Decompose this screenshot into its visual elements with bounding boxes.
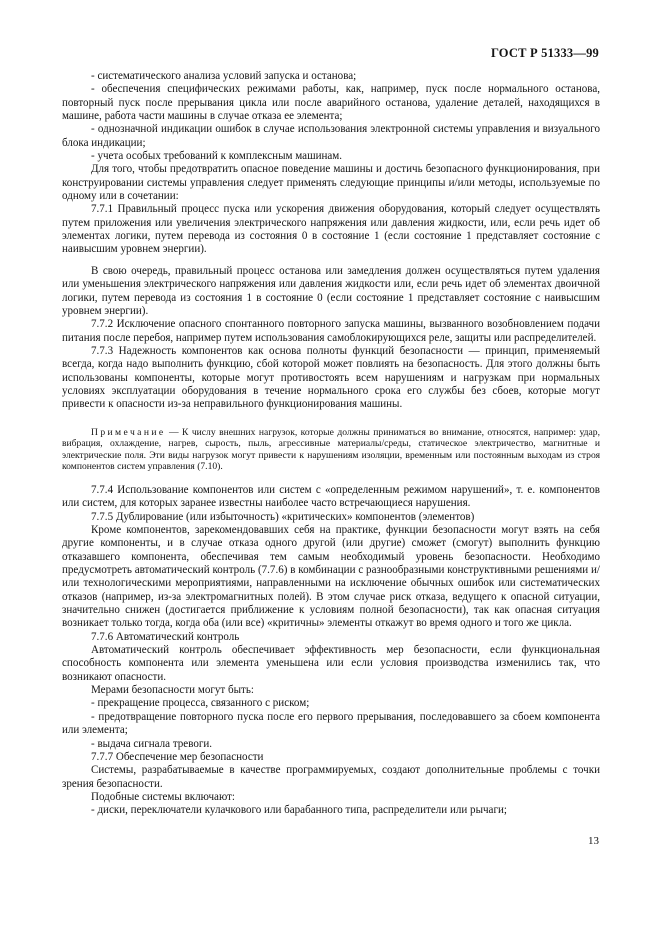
list-item: - систематического анализа условий запуска и останова; (91, 70, 357, 82)
paragraph: Кроме компонентов, зарекомендовавших себя на практике, функции безопасности могут взять на себя другие компоненты, и в случае отказа одного другой (или другие) сможет (смогут) выполнить функцию отказавшего компонента, обеспечивая тем самым необходимый уровень безопасности. Необходимо предусмотреть автоматический контроль (7.7.6) в комбинации с разнообразными конструктивными решениями и/или технологическими мероприятиями, направленными на исключение обычных ошибок или систематических отказов (например, из-за электромагнитных полей). В этом случае риск отказа, ведущего к опасной ситуации, значительно снижен (достигается приближение к условиям полной безопасности), так как опасная ситуация возникает только тогда, когда оба (или все) «критичны» элементы откажут во время одного и того же цикла. (62, 524, 600, 630)
note-label: Примечание (91, 426, 166, 438)
paragraph: Подобные системы включают: (91, 790, 235, 803)
paragraph-7-7-2: 7.7.2 Исключение опасного спонтанного повторного запуска машины, вызванного возобновлением подачи питания после перебоя, например путем использования самоблокирующихся реле, защиты или распределителей. (62, 318, 600, 344)
page-body (62, 70, 600, 818)
section-heading-7-7-7: 7.7.7 Обеспечение мер безопасности (91, 750, 264, 763)
paragraph-7-7-1: 7.7.1 Правильный процесс пуска или ускорения движения оборудования, который следует осуществлять путем приложения или увеличения электрического напряжения или давления жидкости, или, если речь идет об элементах логики, путем перевода из состояния 0 в состояние 1 (если состояние 1 представляет состояние с наивысшим уровнем энергии). (62, 203, 600, 256)
section-heading-7-7-5: 7.7.5 Дублирование (или избыточность) «критических» компонентов (элементов) (91, 510, 475, 523)
list-item: - учета особых требований к комплексным машинам. (91, 150, 343, 163)
paragraph: Автоматический контроль обеспечивает эффективность мер безопасности, если функциональная способность компонента или элемента уменьшена или если условия производства изменились так, что возникают опасности. (62, 644, 600, 683)
list-item: - обеспечения специфических режимами работы, как, например, пуск после нормального останова, повторный пуск после прерывания цикла или после аварийного останова, удаление деталей, находящихся в машине, работа части машины в случае отказа ее элемента; (62, 83, 600, 123)
paragraph-7-7-4: 7.7.4 Использование компонентов или систем с «определенным режимом нарушений», т. е. компонентов или систем, для которых заранее известны наиболее часто встречающиеся нарушения. (62, 483, 600, 510)
paragraph: Системы, разрабатываемые в качестве программируемых, создают дополнительные проблемы с точки зрения безопасности. (62, 764, 600, 790)
list-item: - предотвращение повторного пуска после его первого прерывания, последовавшего за сбоем компонента или элемента; (62, 710, 600, 737)
paragraph: В свою очередь, правильный процесс останова или замедления должен осуществляться путем удаления или уменьшения электрического напряжения или давления жидкости или, если речь идет об элементах двоичной логики, путем перевода из состояния 1 в состояние 0 (если состояние 1 представляет состояние с наивысшим уровнем энергии). (62, 264, 600, 317)
list-item: - диски, переключатели кулачкового или барабанного типа, распределители или рычаги; (91, 804, 507, 817)
page-number: 13 (588, 835, 599, 847)
paragraph: Мерами безопасности могут быть: (91, 684, 254, 697)
list-item: - прекращение процесса, связанного с риском; (91, 697, 310, 710)
paragraph: Для того, чтобы предотвратить опасное поведение машины и достичь безопасного функционирования, при конструировании системы управления следует применять следующие принципы и/или методы, используемые по одному или в сочетании: (62, 163, 600, 203)
paragraph-7-7-3: 7.7.3 Надежность компонентов как основа полноты функций безопасности — принцип, применяемый всегда, когда надо выполнить функцию, сбой которой может повлиять на безопасность. Для этого должны быть использованы компоненты, которые могут противостоять всем нарушениям и нагрузкам при нормальных условиях эксплуатации оборудования в течение нормального срока его службы без сбоев, которые могут привести к опасности из-за неправильного функционирования машины. (62, 344, 600, 411)
note-text: — К числу внешних нагрузок, которые должны приниматься во внимание, относятся, например: удар, вибрация, охлаждение, нагрев, сырость, пыль, агрессивные материалы/среды, статическое электричество, магнитные и электрические поля. Эти виды нагрузок могут привести к нарушениям изоляции, временным или постоянным выходам из строя компонентов систем управления (7.10). (62, 426, 600, 473)
section-heading-7-7-6: 7.7.6 Автоматический контроль (91, 630, 240, 643)
document-header: ГОСТ Р 51333—99 (490, 46, 599, 60)
note (62, 427, 600, 473)
list-item: - выдача сигнала тревоги. (91, 737, 213, 750)
list-item: - однозначной индикации ошибок в случае использования электронной системы управления и визуального блока индикации; (62, 123, 600, 149)
